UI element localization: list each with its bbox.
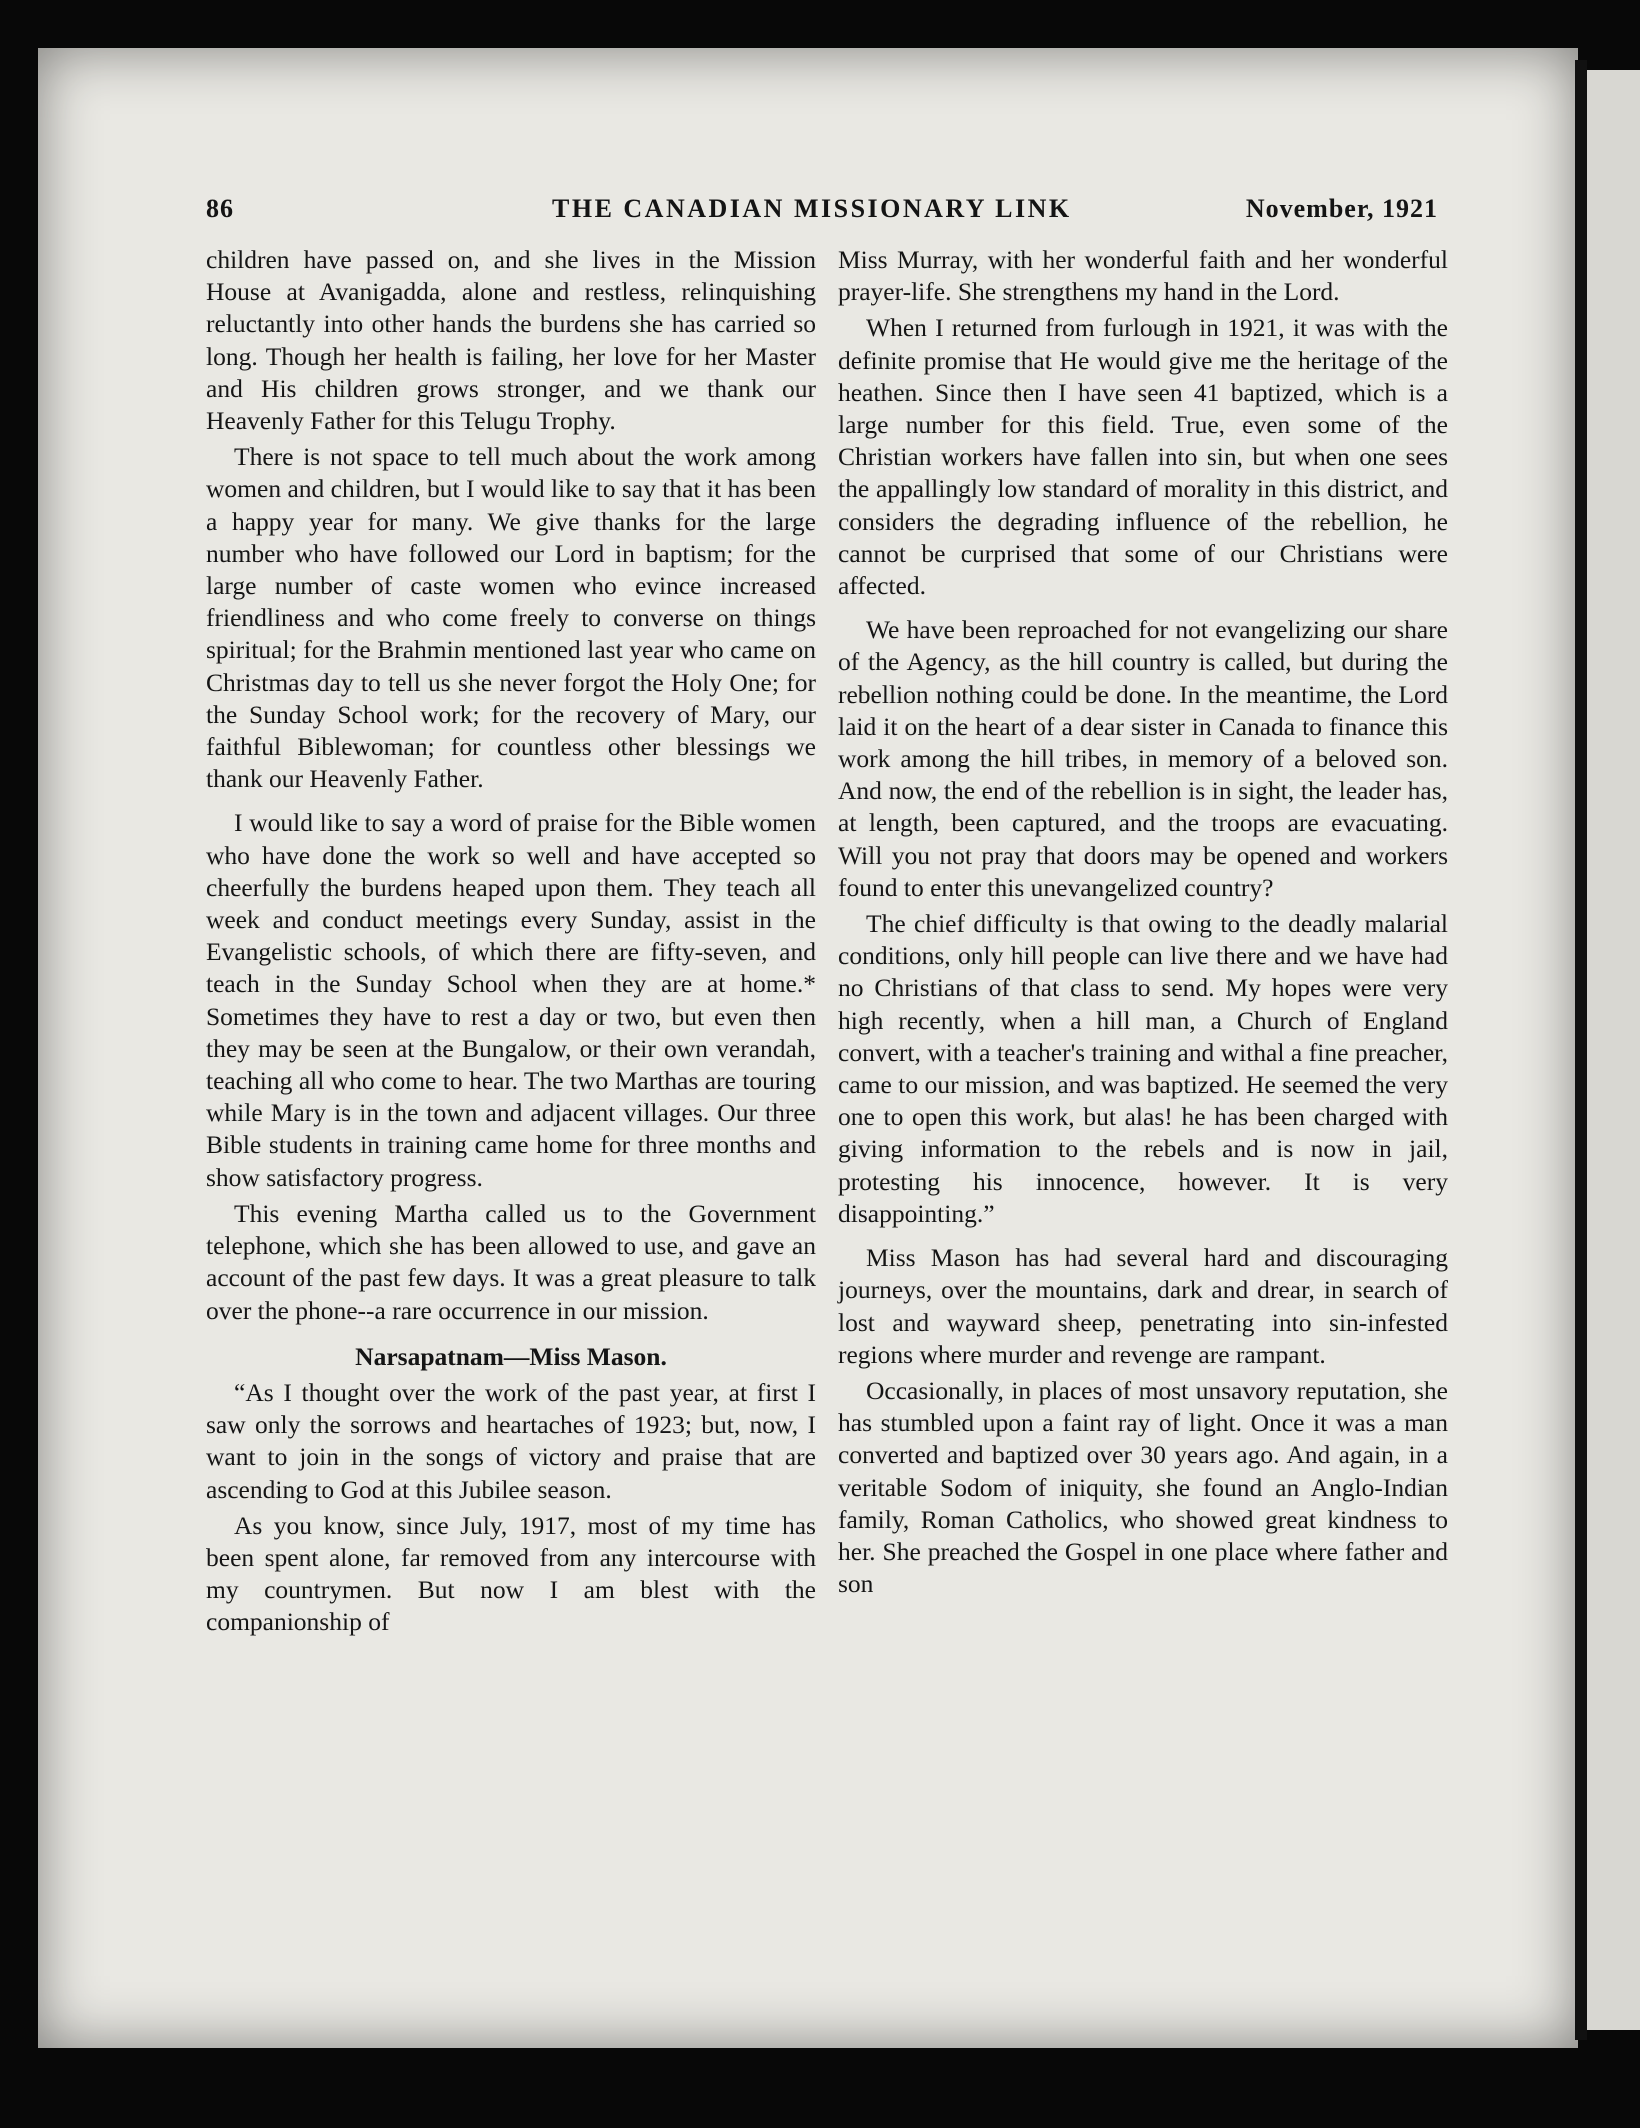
issue-date: November, 1921	[1245, 194, 1438, 223]
left-column	[206, 244, 816, 1643]
paragraph: When I returned from furlough in 1921, it was with the definite promise that He would give me the heritage of the heathen. Since then I have seen 41 baptized, which is a large number for this field. True, even some of the Christian workers have fallen into sin, but when one sees the appallingly low standard of morality in this district, and considers the degrading influence of the rebellion, he cannot be curprised that some of our Christians were affected.	[838, 313, 1448, 601]
paragraph: Miss Mason has had several hard and discouraging journeys, over the mountains, dark and drear, in search of lost and wayward sheep, penetrating into sin-infested regions where murder and revenge are rampant.	[838, 1243, 1448, 1369]
section-heading: Narsapatnam—Miss Mason.	[355, 1341, 667, 1371]
paragraph: Miss Murray, with her wonderful faith and her wonderful prayer-life. She strengthens my hand in the Lord.	[838, 245, 1448, 307]
adjacent-page-strip	[1587, 70, 1640, 2030]
journal-title: THE CANADIAN MISSIONARY LINK	[552, 194, 1072, 223]
paragraph: As you know, since July, 1917, most of my time has been spent alone, far removed from any intercourse with my countrymen. But now I am blest with the companionship of	[206, 1510, 816, 1637]
paragraph: Occasionally, in places of most unsavory reputation, she has stumbled upon a faint ray of light. Once it was a man converted and baptized over 30 years ago. And again, in a veritable Sodom of iniquity, she found an Anglo-Indian family, Roman Catholics, who showed great kindness to her. She preached the Gospel in one place where father and son	[838, 1375, 1448, 1599]
paragraph: We have been reproached for not evangelizing our share of the Agency, as the hill country is called, but during the rebellion nothing could be done. In the meantime, the Lord laid it on the heart of a dear sister in Canada to finance this work among the hill tribes, in memory of a beloved son. And now, the end of the rebellion is in sight, the leader has, at length, been captured, and the troops are evacuating. Will you not pray that doors may be opened and workers found to enter this unevangelized country?	[838, 615, 1448, 902]
right-column	[838, 244, 1448, 1604]
paragraph: The chief difficulty is that owing to the deadly malarial conditions, only hill people can live there and we have had no Christians of that class to send. My hopes were very high recently, when a hill man, a Church of England convert, with a teacher's training and withal a fine preacher, came to our mission, and was baptized. He seemed the very one to open this work, but alas! he has been charged with giving information to the rebels and is now in jail, protesting his innocence, however. It is very disappointing.”	[838, 909, 1448, 1228]
paragraph: This evening Martha called us to the Government telephone, which she has been allowed to use, and gave an account of the past few days. It was a great pleasure to talk over the phone--a rare occurrence in our mission.	[206, 1198, 816, 1325]
paragraph: I would like to say a word of praise for the Bible women who have done the work so well and have accepted so cheerfully the burdens heaped upon them. They teach all week and conduct meetings every Sunday, assist in the Evangelistic schools, of which there are fifty-seven, and teach in the Sunday School when they are at home.* Sometimes they have to rest a day or two, but even then they may be seen at the Bungalow, or their own verandah, teaching all who come to hear. The two Marthas are touring while Mary is in the town and adjacent villages. Our three Bible students in training came home for three months and show satisfactory progress.	[206, 808, 816, 1192]
paragraph: “As I thought over the work of the past year, at first I saw only the sorrows and heartaches of 1923; but, now, I want to join in the songs of victory and praise that are ascending to God at this Jubilee season.	[206, 1377, 816, 1504]
paragraph: There is not space to tell much about the work among women and children, but I would like to say that it has been a happy year for many. We give thanks for the large number who have followed our Lord in baptism; for the large number of caste women who evince increased friendliness and who come freely to converse on things spiritual; for the Brahmin mentioned last year who came on Christmas day to tell us she never forgot the Holy One; for the Sunday School work; for the recovery of Mary, our faithful Biblewoman; for countless other blessings we thank our Heavenly Father.	[206, 442, 816, 794]
paragraph: children have passed on, and she lives in the Mission House at Avanigadda, alone and restless, relinquishing reluctantly into other hands the burdens she has carried so long. Though her health is failing, her love for her Master and His children grows stronger, and we thank our Heavenly Father for this Telugu Trophy.	[206, 245, 816, 436]
page-number: 86	[206, 194, 234, 223]
page-gutter-edge	[1575, 60, 1587, 2040]
running-header	[168, 188, 1438, 234]
